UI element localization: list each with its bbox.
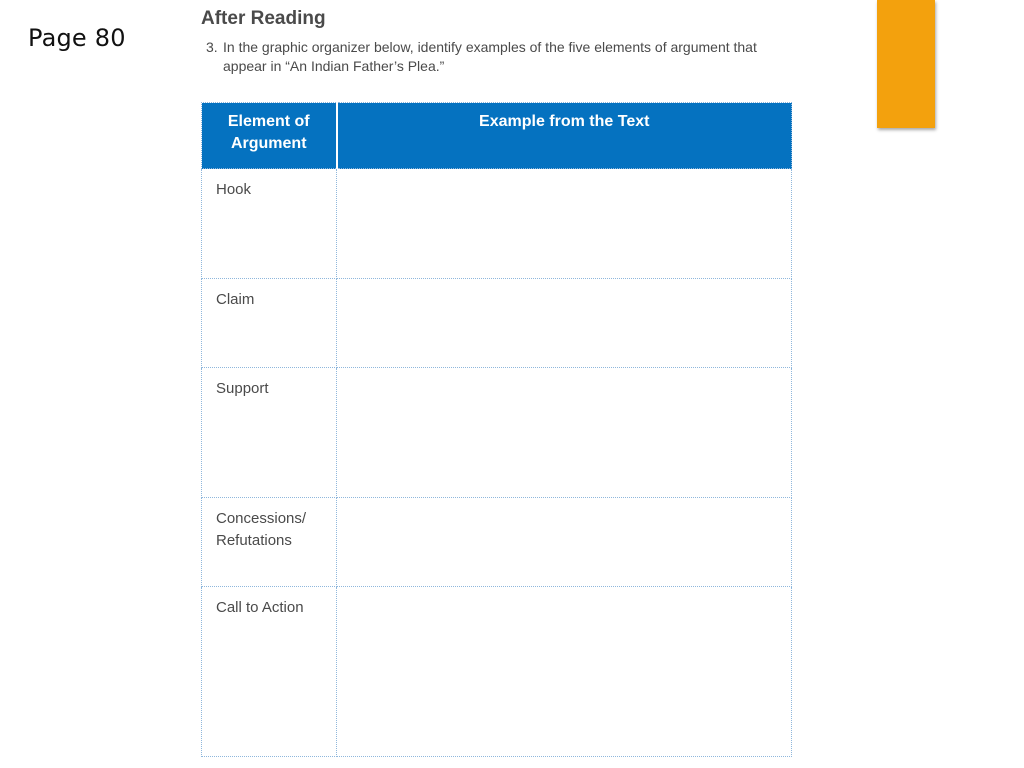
orange-bookmark-tab [877,0,935,128]
element-label: Hook [216,181,252,198]
example-cell-claim[interactable] [337,279,792,368]
element-label: Concessions/ Refutations [216,510,307,549]
question-text: In the graphic organizer below, identify examples of the five elements of argument that appear in “An Indian Father’s Plea.” [223,39,757,74]
element-cell-support [202,368,337,498]
header-example-from-text: Example from the Text [337,103,792,169]
table-row [202,498,792,587]
element-label: Call to Action [216,599,304,616]
page-number-label: Page 80 [28,24,126,52]
graphic-organizer-table [201,102,792,757]
table-row [202,169,792,279]
example-cell-hook[interactable] [337,169,792,279]
element-cell-concessions [202,498,337,587]
element-label: Support [216,380,269,397]
example-cell-concessions[interactable] [337,498,792,587]
table-row [202,587,792,757]
header-element-of-argument: Element of Argument [202,103,337,169]
example-cell-support[interactable] [337,368,792,498]
element-cell-call-to-action [202,587,337,757]
element-label: Claim [216,291,255,308]
table-row [202,279,792,368]
element-cell-hook [202,169,337,279]
example-cell-call-to-action[interactable] [337,587,792,757]
question-prompt [206,38,766,76]
table-row [202,368,792,498]
element-cell-claim [202,279,337,368]
table-header-row [202,103,792,169]
question-number: 3. [206,39,218,55]
section-heading: After Reading [201,8,326,29]
